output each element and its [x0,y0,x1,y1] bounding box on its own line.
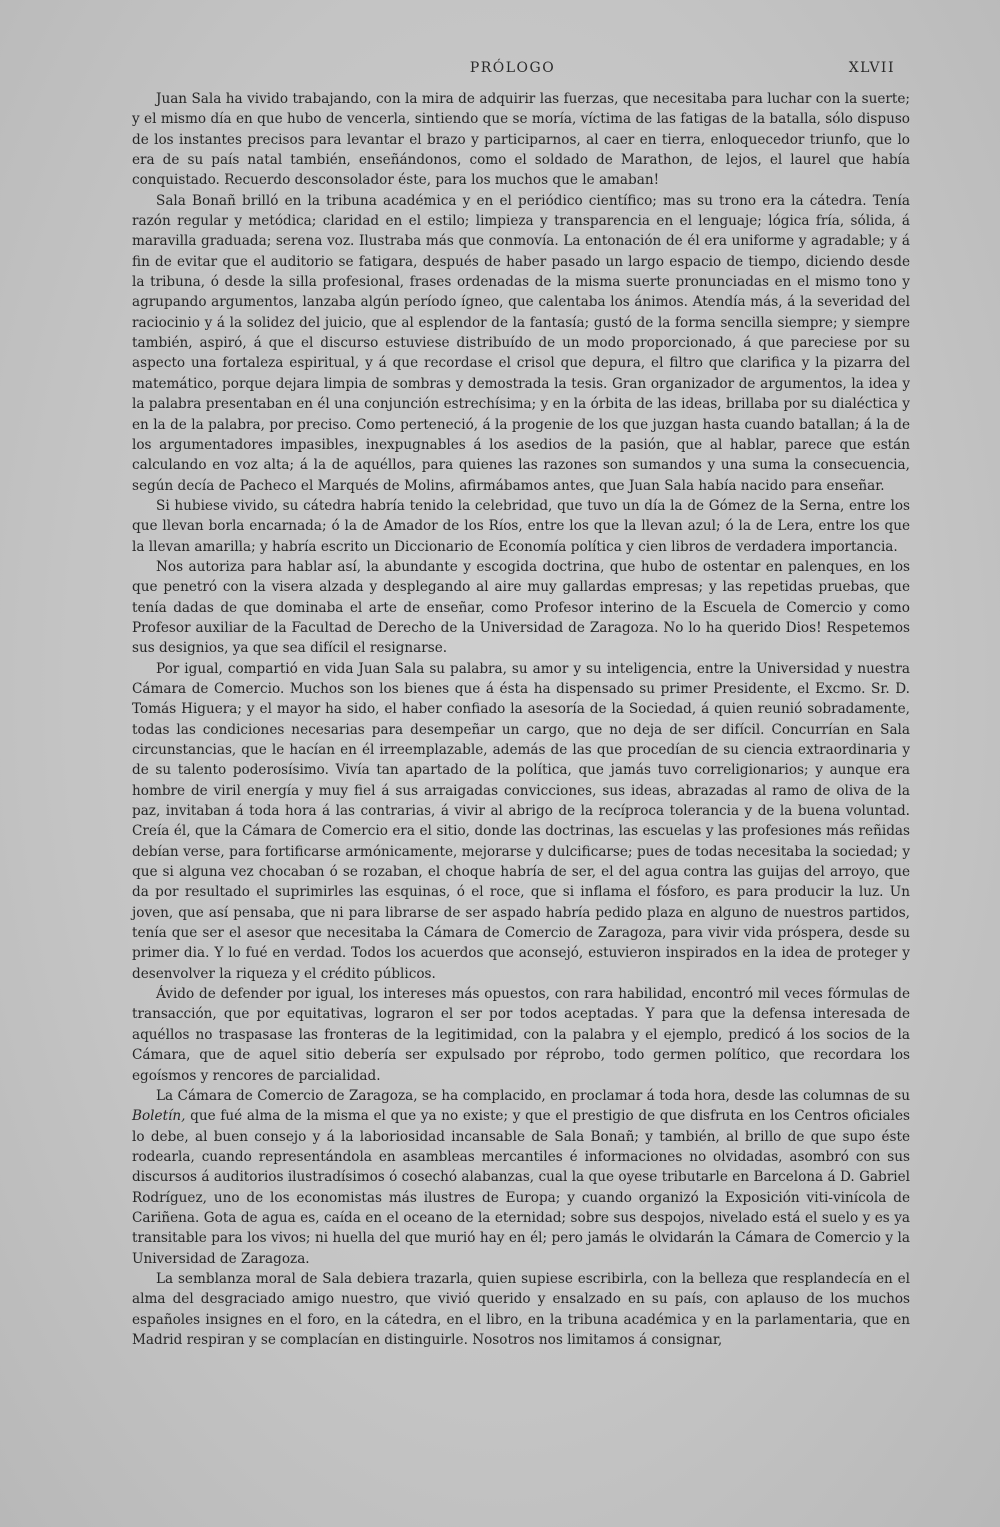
running-head [130,60,895,80]
paragraph: Nos autoriza para hablar así, la abundante y escogida doctrina, que hubo de ostentar en palenques, en los que penetró con la visera alzada y desplegando al aire muy gallardas empresas; y las repetidas pruebas, que tenía dadas de que dominaba el arte de enseñar, como Profesor interino de la Escuela de Comercio y como Profesor auxiliar de la Facultad de Derecho de la Universidad de Zaragoza. No lo ha querido Dios! Respetemos sus designios, ya que sea difícil el resignarse. [132,558,910,657]
paragraph: Juan Sala ha vivido trabajando, con la mira de adquirir las fuerzas, que necesitaba para luchar con la suerte; y el mismo día en que hubo de vencerla, sintiendo que se moría, víctima de las fatigas de la batalla, sólo dispuso de los instantes precisos para levantar el brazo y participarnos, al caer en tierra, enloquecedor triunfo, que lo era de su país natal también, enseñándonos, como el soldado de Marathon, de lejos, el laurel que había conquistado. Recuerdo desconsolador éste, para los muchos que le amaban! [132,91,910,189]
paragraph-segment: La Cámara de Comercio de Zaragoza, se ha complacido, en proclamar á toda hora, desde las columnas de su [156,1087,910,1104]
paragraph-segment: que fué alma de la misma el que ya no existe; y que el prestigio de que disfruta en los Centros oficiales lo debe, al buen consejo y á la laboriosidad incansable de Sala Bonañ; y también, al brillo de que supo éste rodearla, cuando representándola en asambleas mercantiles é informaciones no olvidadas, asombró con sus discursos á auditorios ilustradísimos ó cosechó alabanzas, cual la que oyese tributarle en Barcelona á D. Gabriel Rodríguez, uno de los economistas más ilustres de Europa; y cuando organizó la Exposición viti-vinícola de Cariñena. Gota de agua es, caída en el oceano de la eternidad; sobre sus despojos, nivelado está el suelo y es ya transitable para los vivos; ni huella del que murió hay en él; pero jamás le olvidarán la Cámara de Comercio y la Universidad de Zaragoza. [132,1108,910,1267]
italic-title: Boletín, [132,1108,186,1125]
page-number: XLVII [848,60,895,76]
paragraph: La semblanza moral de Sala debiera trazarla, quien supiese escribirla, con la belleza que resplandecía en el alma del desgraciado amigo nuestro, que vivió querido y ensalzado en su país, con aplauso de los muchos españoles insignes en el foro, en la cátedra, en el libro, en la tribuna académica y en la parlamentaria, que en Madrid respiran y se complacían en distinguirle. Nosotros nos limitamos á consignar, [132,1270,910,1348]
paragraph: Si hubiese vivido, su cátedra habría tenido la celebridad, que tuvo un día la de Gómez de la Serna, entre los que llevan borla encarnada; ó la de Amador de los Ríos, entre los que la llevan azul; ó la de Lera, entre los que la llevan amarilla; y habría escrito un Diccionario de Economía política y cien libros de verdadera importancia. [132,497,910,555]
paragraph: Sala Bonañ brilló en la tribuna académica y en el periódico científico; mas su trono era la cátedra. Tenía razón regular y metódica; claridad en el estilo; limpieza y transparencia en el lenguaje; lógica fría, sólida, á maravilla graduada; serena voz. Ilustraba más que conmovía. La entonación de él era uniforme y agradable; y á fin de evitar que el auditorio se fatigara, después de haber pasado un largo espacio de tiempo, diciendo desde la tribuna, ó desde la silla profesional, frases ordenadas de la misma suerte pronunciadas en el mismo tono y agrupando argumentos, lanzaba algún período ígneo, que calentaba los ánimos. Atendía más, á la severidad del raciocinio y á la solidez del juicio, que al esplendor de la fantasía; gustó de la forma sencilla siempre; y siempre también, aspiró, á que el discurso estuviese distribuído de un modo proporcionado, á que pareciese por su aspecto una fortaleza espiritual, y á que recordase el crisol que depura, el filtro que clarifica y la pizarra del matemático, porque dejara limpia de sombras y demostrada la tesis. Gran organizador de argumentos, la idea y la palabra presentaban en él una conjunción estrechísima; y en la órbita de las ideas, brillaba por su dialéctica y en la de la palabra, por preciso. Como perteneció, á la progenie de los que juzgan hasta cuando batallan; á la de los argumentadores impasibles, inexpugnables á los asedios de la pasión, que al hablar, parece que están calculando en voz alta; á la de aquéllos, para quienes las razones son sumandos y una suma la consecuencia, según decía de Pacheco el Marqués de Molins, afirmábamos antes, que Juan Sala había nacido para enseñar. [132,192,910,494]
running-title: PRÓLOGO [469,60,556,76]
body-text [132,89,910,1350]
paragraph [132,1086,910,1269]
paragraph: Por igual, compartió en vida Juan Sala su palabra, su amor y su inteligencia, entre la Universidad y nuestra Cámara de Comercio. Muchos son los bienes que á ésta ha dispensado su primer Presidente, el Excmo. Sr. D. Tomás Higuera; y el mayor ha sido, el haber confiado la asesoría de la Sociedad, á quien reunió sobradamente, todas las condiciones necesarias para desempeñar un cargo, que no deja de ser difícil. Concurrían en Sala circunstancias, que le hacían en él irreemplazable, además de las que procedían de su ciencia extraordinaria y de su talento poderosísimo. Vivía tan apartado de la política, que jamás tuvo correligionarios; y aunque era hombre de viril energía y muy fiel á sus arraigadas convicciones, sus ideas, abrazadas al ramo de oliva de la paz, invitaban á toda hora á las contrarias, á vivir al abrigo de la recíproca tolerancia y de la buena voluntad. Creía él, que la Cámara de Comercio era el sitio, donde las doctrinas, las escuelas y las profesiones más reñidas debían verse, para fortificarse armónicamente, mejorarse y dulcificarse; pues de todas necesitaba la sociedad; y que si alguna vez chocaban ó se rozaban, el choque habría de ser, el del agua contra las guijas del arroyo, que da por resultado el suprimirles las esquinas, ó el roce, que si inflama el fósforo, es para producir la luz. Un joven, que así pensaba, que ni para librarse de ser aspado habría pedido plaza en alguno de nuestros partidos, tenía que ser el asesor que necesitaba la Cámara de Comercio de Zaragoza, para vivir vida próspera, desde su primer dia. Y lo fué en verdad. Todos los acuerdos que aconsejó, estuvieron inspirados en la idea de proteger y desenvolver la riqueza y el crédito públicos. [132,660,910,982]
paragraph: Ávido de defender por igual, los intereses más opuestos, con rara habilidad, encontró mil veces fórmulas de transacción, que por equitativas, lograron el ser por todos aceptadas. Y para que la defensa interesada de aquéllos no traspasase las fronteras de la legitimidad, con la palabra y el ejemplo, predicó á los socios de la Cámara, que de aquel sitio debería ser expulsado por réprobo, todo germen político, que recordara los egoísmos y rencores de parcialidad. [132,986,910,1084]
